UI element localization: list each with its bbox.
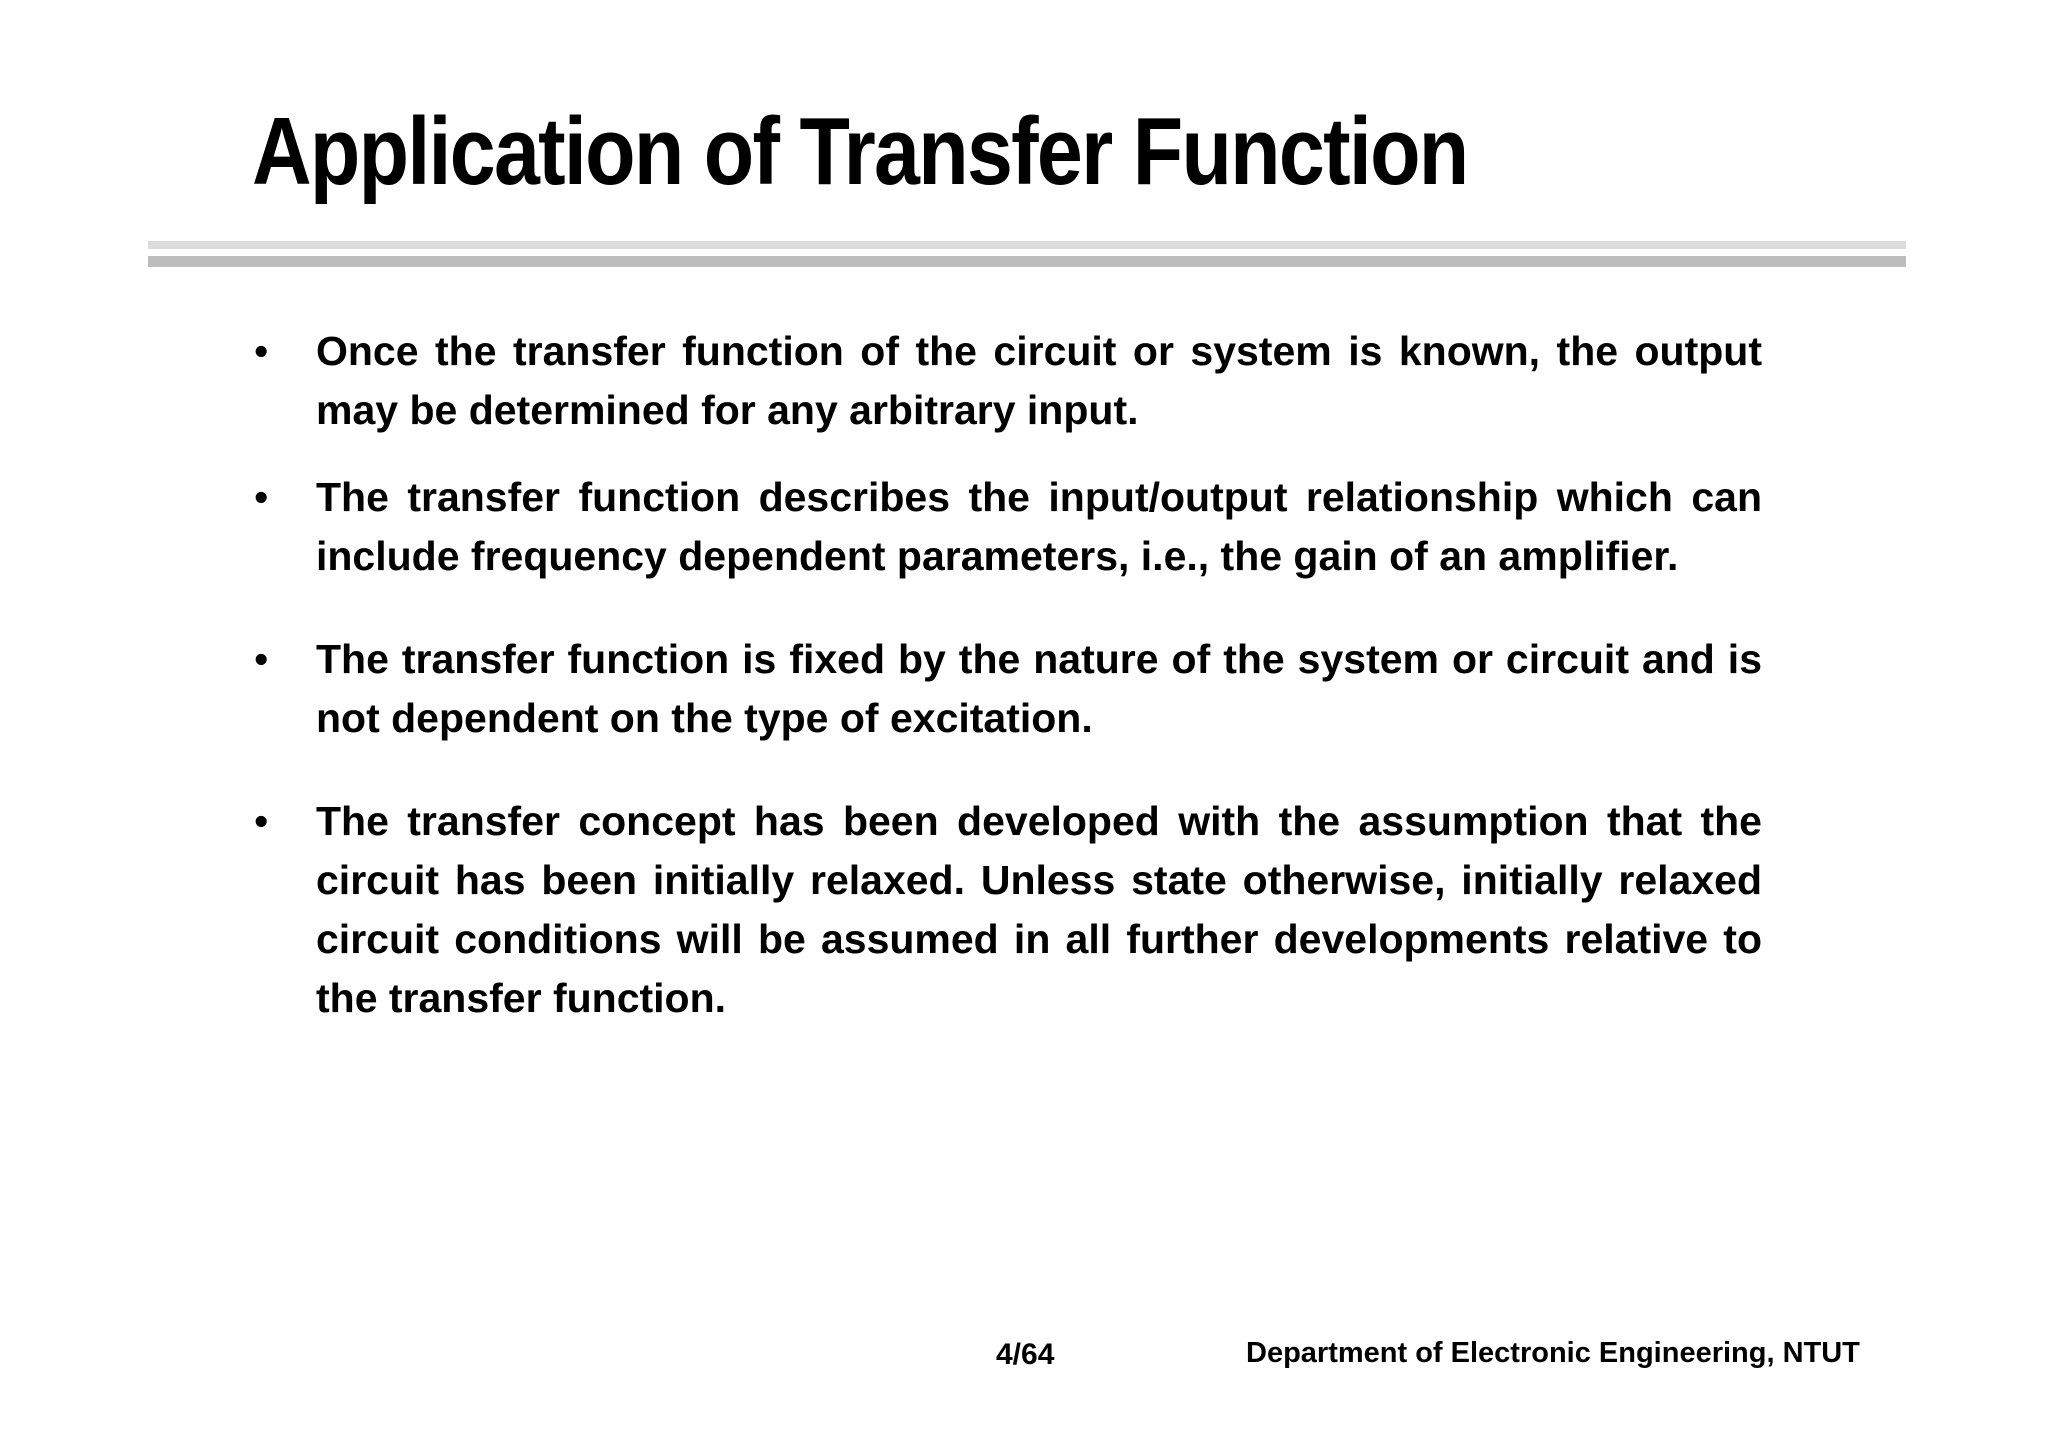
slide-title: Application of Transfer Function [252, 98, 1468, 205]
bullet-text: The transfer function describes the input/output relationship which can include frequency dependent parameters, i.e., the gain of an amplifier. [316, 474, 1762, 579]
bullet-item [248, 630, 1762, 748]
bullet-item [248, 792, 1762, 1028]
title-divider-thick [148, 256, 1906, 267]
bullet-dot-icon: • [254, 328, 269, 374]
bullet-text: The transfer concept has been developed with the assumption that the circuit has been initially relaxed. Unless state otherwise, initially relaxed circuit conditions will be assumed in all further developments relative to the transfer function. [316, 798, 1762, 1021]
bullet-text: Once the transfer function of the circuit or system is known, the output may be determined for any arbitrary input. [316, 328, 1762, 433]
bullet-dot-icon: • [254, 474, 269, 520]
bullet-item [248, 468, 1762, 586]
bullet-dot-icon: • [254, 798, 269, 844]
bullet-list [248, 322, 1762, 1056]
bullet-text: The transfer function is fixed by the nature of the system or circuit and is not dependent on the type of excitation. [316, 636, 1762, 741]
page-number: 4/64 [996, 1338, 1055, 1371]
bullet-dot-icon: • [254, 636, 269, 682]
footer-department: Department of Electronic Engineering, NTUT [1246, 1337, 1860, 1369]
title-divider-thin [148, 241, 1906, 249]
bullet-item [248, 322, 1762, 440]
